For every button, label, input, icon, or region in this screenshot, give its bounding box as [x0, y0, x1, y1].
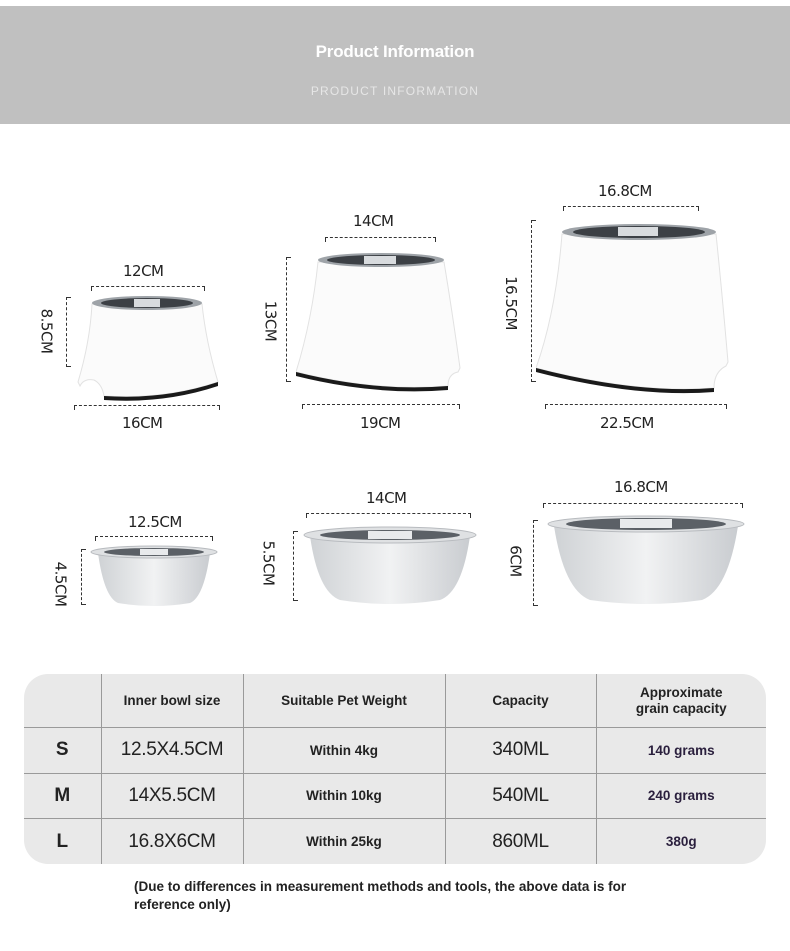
spec-table — [24, 674, 766, 864]
dim-line — [286, 257, 287, 382]
dim-line — [306, 513, 471, 514]
cell-pet-weight: Within 4kg — [243, 728, 445, 773]
dim-line — [293, 531, 294, 601]
dim-base-width: 16CM — [122, 414, 163, 432]
elevated-bowl-icon — [74, 292, 222, 404]
cell-size: S — [24, 728, 101, 773]
dim-base-width: 22.5CM — [600, 414, 654, 432]
header-grain-line1: Approximate — [639, 684, 723, 700]
header-grain-line2: grain capacity — [635, 700, 727, 716]
dim-line — [531, 220, 532, 382]
header-banner — [0, 6, 790, 124]
dim-line — [302, 404, 460, 405]
dim-line — [533, 520, 534, 606]
cell-pet-weight: Within 25kg — [243, 819, 445, 865]
cell-capacity: 340ML — [445, 728, 596, 773]
cell-size: M — [24, 773, 101, 818]
dim-line — [95, 536, 213, 537]
header-capacity: Capacity — [445, 674, 596, 728]
elevated-bowl-icon — [536, 222, 746, 394]
table-row — [24, 728, 766, 773]
steel-bowl-icon — [302, 526, 478, 606]
steel-bowl-icon — [90, 545, 218, 607]
dim-line — [81, 549, 82, 605]
dim-height: 8.5CM — [37, 308, 56, 354]
dim-line — [325, 237, 436, 238]
cell-inner-bowl-size: 16.8X6CM — [101, 819, 243, 865]
header-pet-weight: Suitable Pet Weight — [243, 674, 445, 728]
dim-base-width: 19CM — [360, 414, 401, 432]
dim-height: 4.5CM — [51, 561, 70, 607]
cell-pet-weight: Within 10kg — [243, 773, 445, 818]
dim-line — [74, 405, 220, 406]
dim-line — [66, 297, 67, 367]
dim-line — [545, 404, 727, 405]
elevated-bowl-icon — [296, 250, 471, 392]
cell-size: L — [24, 819, 101, 865]
dim-line — [543, 503, 743, 504]
dim-line — [91, 286, 205, 287]
dim-height: 16.5CM — [501, 276, 520, 330]
dim-line — [563, 206, 699, 207]
cell-grain-capacity: 380g — [665, 834, 697, 849]
dim-top-width: 12CM — [123, 262, 164, 280]
dim-height: 6CM — [506, 545, 525, 577]
cell-grain-capacity: 140 grams — [596, 728, 766, 773]
page-subtitle: PRODUCT INFORMATION — [310, 84, 480, 98]
table-header-row — [24, 674, 766, 728]
cell-capacity: 540ML — [445, 773, 596, 818]
dim-top-width: 16.8CM — [598, 182, 652, 200]
steel-bowl-icon — [546, 514, 746, 606]
header-size — [24, 674, 101, 728]
cell-capacity: 860ML — [445, 819, 596, 865]
header-inner-bowl-size: Inner bowl size — [101, 674, 243, 728]
disclaimer-note: (Due to differences in measurement methods and tools, the above data is for reference only) — [134, 879, 627, 912]
dim-width: 16.8CM — [614, 478, 668, 496]
dim-width: 12.5CM — [128, 513, 182, 531]
header-grain-capacity — [596, 674, 766, 728]
page-title: Product Information — [315, 42, 475, 61]
cell-inner-bowl-size: 14X5.5CM — [101, 773, 243, 818]
dim-top-width: 14CM — [353, 212, 394, 230]
dim-height: 13CM — [261, 300, 280, 342]
cell-grain-capacity: 240 grams — [596, 773, 766, 818]
cell-inner-bowl-size: 12.5X4.5CM — [101, 728, 243, 773]
dim-height: 5.5CM — [259, 540, 278, 586]
table-row — [24, 819, 766, 865]
table-row — [24, 773, 766, 818]
dim-width: 14CM — [366, 489, 407, 507]
